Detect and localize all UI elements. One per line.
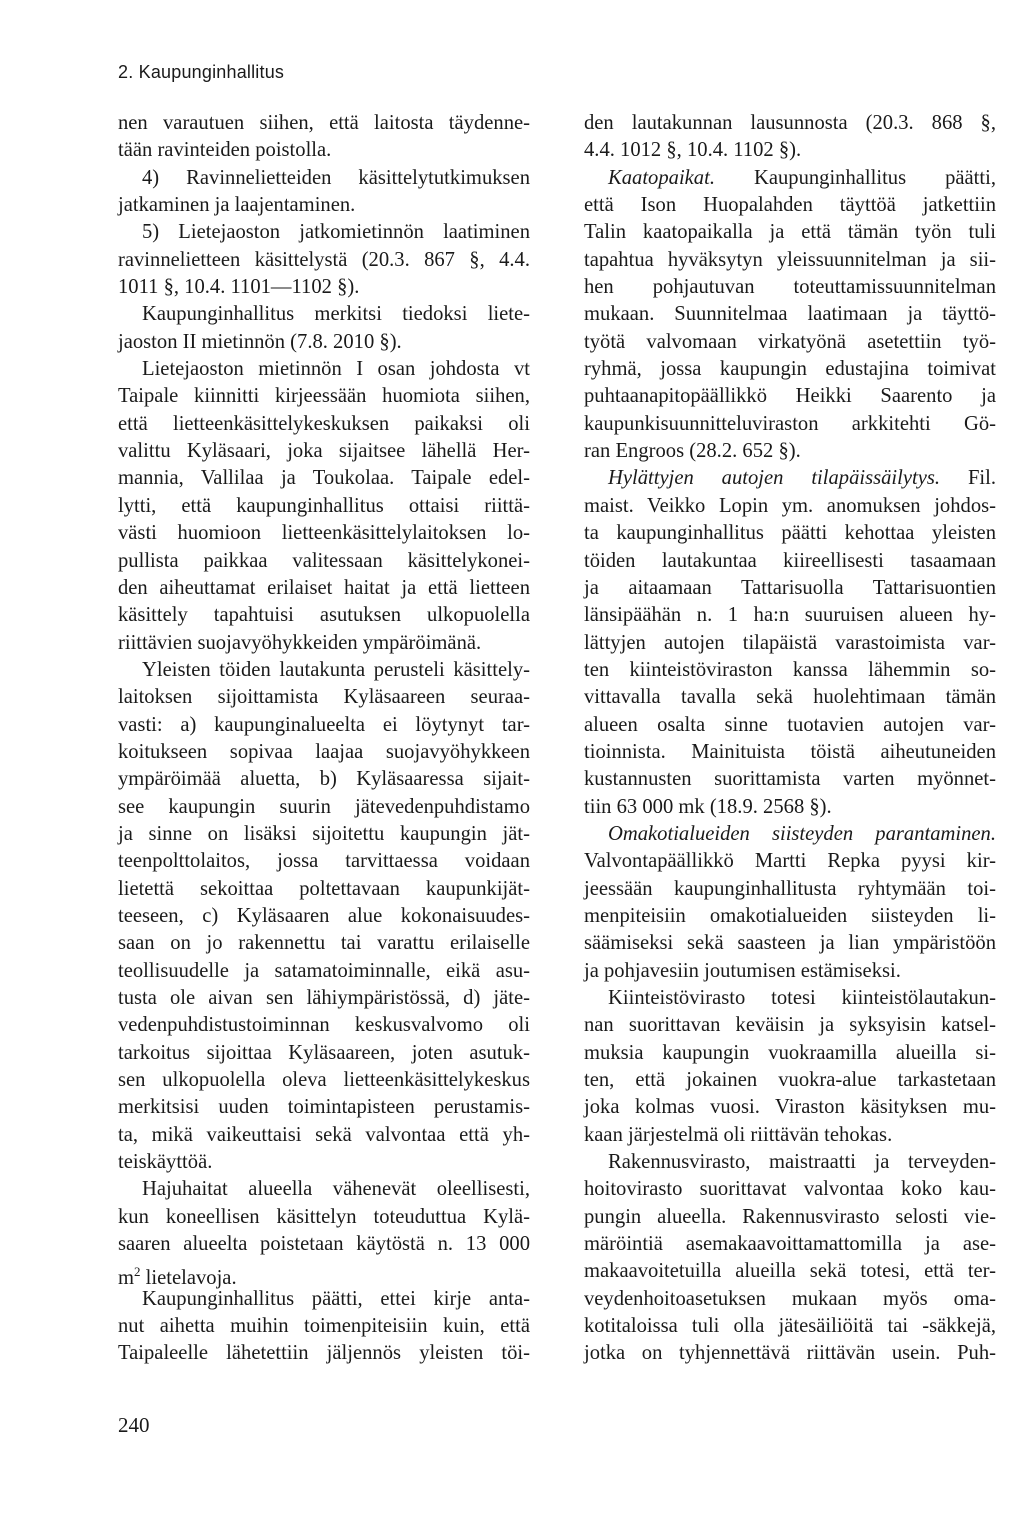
text-line: tusta ole aivan sen lähiympäristössä, d) jäte- [118, 987, 530, 1009]
text-line: mannia, Vallilaa ja Toukolaa. Taipale edel- [118, 467, 530, 490]
left-text-column [118, 110, 530, 1368]
text-line: kun koneellisen käsittelyn toteuduttua Kylä- [118, 1205, 530, 1228]
text-line: tioinnista. Mainituista töistä aiheutuneiden [584, 740, 996, 763]
text-line: pullista paikkaa valitessaan käsittelykonei- [118, 549, 530, 572]
text-line: maist. Veikko Lopin ym. anomuksen johdos- [584, 494, 996, 517]
text-line: riittävien suojavyöhykkeiden ympäröimänä. [118, 631, 482, 654]
text-line: ja pohjavesiin joutumisen estämiseksi. [584, 959, 901, 982]
text-line: Taipale kiinnitti kirjeessään huomiota siihen, [118, 385, 530, 408]
text-line: hen pohjautuvan toteuttamissuunnitelman [584, 276, 996, 299]
text-line: alueen osalta sinne tuotavien autojen var- [584, 713, 996, 736]
text-line: jotka on tyhjennettävä riittävän usein. Puh- [584, 1342, 996, 1365]
text-line: see kaupungin suurin jätevedenpuhdistamo [118, 795, 530, 818]
text-line: Rakennusvirasto, maistraatti ja terveyden- [608, 1151, 996, 1174]
text-line: den lautakunnan lausunnosta (20.3. 868 §, [584, 112, 996, 134]
text-line: kaupunkisuunnitteluviraston arkkitehti Gö- [584, 412, 996, 435]
text-line: hoitovirasto suorittavat valvontaa koko kau- [584, 1178, 996, 1201]
text-line: laitoksen sijoittamista Kyläsaareen seuraa- [118, 686, 530, 709]
text-line: teiskäyttöä. [118, 1151, 213, 1174]
text-line: makaavoitetuilla alueilla sekä totesi, että ter- [584, 1260, 996, 1283]
text-line: vittavalla tavalla sekä huolehtimaan tämän [584, 686, 996, 709]
text-line: kotitaloissa tuli olla jätesäiliöitä tai -säkkejä, [584, 1315, 996, 1338]
text-line: ran Engroos (28.2. 652 §). [584, 440, 801, 463]
text-line: Hylättyjen autojen tilapäissäilytys. Fil. [608, 467, 996, 490]
text-line: lytti, että kaupunginhallitus ottaisi riittä- [118, 494, 530, 517]
text-line: ravinnelietteen käsittelystä (20.3. 867 §, 4.4. [118, 248, 530, 271]
text-line: pungin alueella. Rakennusvirasto selosti vie- [584, 1205, 996, 1228]
text-line: 4) Ravinnelietteiden käsittelytutkimuksen [142, 166, 530, 189]
text-line: saaren alueelta poistetaan käytöstä n. 13 000 [118, 1233, 530, 1256]
text-line: vedenpuhdistustoiminnan keskusvalvomo oli [118, 1014, 530, 1037]
text-line: Kiinteistövirasto totesi kiinteistölautakun- [608, 987, 996, 1009]
right-text-column [584, 110, 996, 1368]
text-line: tään ravinteiden poistolla. [118, 139, 332, 162]
text-line: veydenhoitoasetuksen mukaan myös oma- [584, 1287, 996, 1310]
text-line: den aiheuttamat erilaiset haitat ja että lietteen [118, 576, 530, 599]
text-line: 5) Lietejaoston jatkomietinnön laatiminen [142, 221, 530, 244]
text-line: vasti: a) kaupunginalueelta ei löytynyt tar- [118, 713, 530, 736]
text-line: muksia kaupungin vuokraamilla alueilla si- [584, 1041, 996, 1064]
text-line: teenpolttolaitos, jossa tarvittaessa voidaan [118, 850, 530, 873]
text-line: että lietteenkäsittelykeskuksen paikaksi oli [118, 412, 530, 435]
text-line: Kaupunginhallitus merkitsi tiedoksi liete- [142, 303, 530, 326]
text-line: 1011 §, 10.4. 1101—1102 §). [118, 276, 360, 299]
text-line: sen ulkopuolella oleva lietteenkäsittelykeskus [118, 1069, 530, 1092]
text-line: Taipaleelle lähetettiin jäljennös yleisten töi- [118, 1342, 530, 1365]
text-line: valittu Kyläsaari, joka sijaitsee lähellä Her- [118, 440, 530, 463]
text-line: teeseen, c) Kyläsaaren alue kokonaisuudes- [118, 904, 530, 927]
text-line: puhtaanapitopäällikkö Heikki Saarento ja [584, 385, 996, 408]
text-line: tiin 63 000 mk (18.9. 2568 §). [584, 795, 832, 818]
text-line: Hajuhaitat alueella vähenevät oleellisesti, [142, 1178, 530, 1201]
text-line: kustannusten suorittamista varten myönnet- [584, 768, 996, 791]
text-line: tapahtua hyväksytyn yleissuunnitelman ja sii- [584, 248, 996, 271]
text-line: lättyjen autojen tilapäistä varastoimista var- [584, 631, 996, 654]
text-line: säämiseksi sekä saasteen ja lian ympäristöön [584, 932, 996, 955]
text-line: Valvontapäällikkö Martti Repka pyysi kir- [584, 850, 996, 873]
text-line: Kaatopaikat. Kaupunginhallitus päätti, [608, 166, 996, 189]
text-line: Kaupunginhallitus päätti, ettei kirje anta- [142, 1287, 530, 1310]
text-line: ja aitaamaan Tattarisuolla Tattarisuontien [584, 576, 996, 599]
page-number: 240 [118, 1413, 150, 1437]
text-line: jeessään kaupunginhallitusta ryhtymään toi- [584, 877, 996, 900]
text-line: Yleisten töiden lautakunta perusteli käsittely- [142, 658, 530, 681]
text-line: nut aihetta muihin toimenpiteisiin kuin, että [118, 1315, 530, 1338]
text-line: ten, että jokainen vuokra-alue tarkastetaan [584, 1069, 996, 1092]
text-line: Lietejaoston mietinnön I osan johdosta vt [142, 358, 530, 381]
text-line: mukaan. Suunnitelmaa laatimaan ja täyttö- [584, 303, 996, 326]
text-line: 4.4. 1012 §, 10.4. 1102 §). [584, 139, 802, 162]
text-line: jaoston II mietinnön (7.8. 2010 §). [118, 330, 402, 353]
text-line: ryhmä, jossa kaupungin edustajina toimivat [584, 358, 996, 381]
text-line: ta, mikä vaikeuttaisi sekä valvontaa että yh- [118, 1123, 530, 1146]
text-line: Talin kaatopaikalla ja että tämän työn tuli [584, 221, 996, 244]
text-line: lietettä sekoittaa poltettavaan kaupunkijät- [118, 877, 530, 900]
text-line: västi huomioon lietteenkäsittelylaitoksen lo- [118, 522, 530, 545]
text-line: länsipäähän n. 1 ha:n suuruisen alueen hy- [584, 604, 996, 627]
text-line: jatkaminen ja laajentaminen. [118, 194, 356, 217]
text-line: ympäröimää aluetta, b) Kyläsaaressa sijait- [118, 768, 530, 791]
text-line: ta kaupunginhallitus päätti kehottaa yleisten [584, 522, 996, 545]
text-line: merkitsisi uuden toimintapisteen perustamis- [118, 1096, 530, 1119]
text-line: joka kolmas vuosi. Viraston käsityksen mu- [584, 1096, 996, 1119]
text-line: tarkoitus sijoittaa Kyläsaareen, joten asutuk- [118, 1041, 530, 1064]
text-line: nen varautuen siihen, että laitosta täydenne- [118, 112, 530, 134]
text-line: töiden lautakuntaa kiireellisesti tasaamaan [584, 549, 996, 572]
text-line: kaan järjestelmä oli riittävän tehokas. [584, 1123, 893, 1146]
text-line: märöintiä asemakaavoittamattomilla ja ase- [584, 1233, 996, 1256]
text-line: Omakotialueiden siisteyden parantaminen. [608, 822, 996, 845]
text-line: saan on jo rakennettu tai varattu erilaiselle [118, 932, 530, 955]
text-line: työtä valvomaan virkatyönä asetettiin työ- [584, 330, 996, 353]
text-line: menpiteisiin omakotialueiden siisteyden li- [584, 904, 996, 927]
running-head: 2. Kaupunginhallitus [118, 62, 285, 82]
text-line: teollisuudelle ja satamatoiminnalle, eikä asu- [118, 959, 530, 982]
text-line: nan suorittavan keväisin ja syksyisin katsel- [584, 1014, 996, 1037]
text-line: $m^2$ lietelavoja. [118, 1264, 237, 1290]
text-line: että Ison Huopalahden täyttöä jatkettiin [584, 194, 996, 217]
text-line: ten kiinteistöviraston kanssa lähemmin so- [584, 658, 996, 681]
text-line: ja sinne on lisäksi sijoitettu kaupungin jät- [118, 822, 530, 845]
text-line: käsittely tapahtuisi asutuksen ulkopuolella [118, 604, 530, 627]
text-line: koitukseen sopivaa laajaa suojavyöhykkeen [118, 740, 530, 763]
